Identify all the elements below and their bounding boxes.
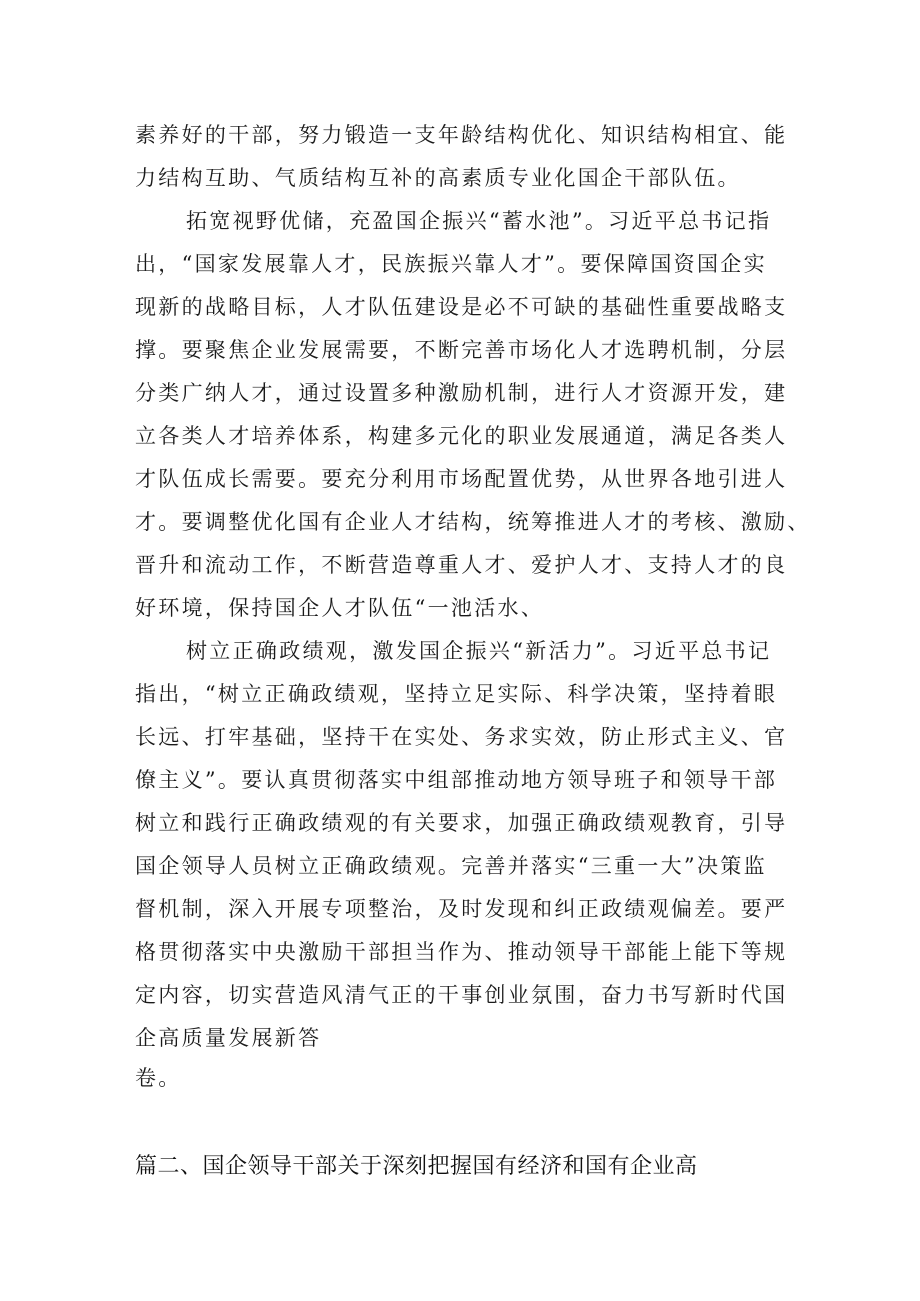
text-line: 僚主义”。要认真贯彻落实中组部推动地方领导班子和领导干部 [135, 768, 778, 792]
text-line: 才队伍成长需要。要充分利用市场配置优势，从世界各地引进人 [135, 467, 788, 491]
text-line: 现新的战略目标，人才队伍建设是必不可缺的基础性重要战略支 [135, 295, 788, 319]
text-line: 长远、打牢基础，坚持干在实处、务求实效，防止形式主义、官 [135, 725, 788, 749]
text-line: 力结构互助、气质结构互补的高素质专业化国企干部队伍。 [135, 166, 741, 190]
text-line: 出，“国家发展靠人才，民族振兴靠人才”。要保障国资国企实 [135, 252, 767, 276]
text-line: 素养好的干部，努力锻造一支年龄结构优化、知识结构相宜、能 [135, 123, 788, 147]
text-line: 国企领导人员树立正确政绩观。完善并落实“三重一大”决策监 [135, 854, 767, 878]
text-line: 树立和践行正确政绩观的有关要求，加强正确政绩观教育，引导 [135, 811, 788, 835]
text-line: 立各类人才培养体系，构建多元化的职业发展通道，满足各类人 [135, 424, 788, 448]
text-line: 分类广纳人才，通过设置多种激励机制，进行人才资源开发，建 [135, 381, 788, 405]
text-line: 企高质量发展新答 [135, 1026, 322, 1050]
text-line: 才。要调整优化国有企业人才结构，统筹推进人才的考核、激励、 [135, 510, 811, 534]
text-line: 定内容，切实营造风清气正的干事创业氛围，奋力书写新时代国 [135, 983, 788, 1007]
text-line: 指出，“树立正确政绩观，坚持立足实际、科学决策，坚持着眼 [135, 682, 778, 706]
text-line: 撑。要聚焦企业发展需要，不断完善市场化人才选聘机制，分层 [135, 338, 788, 362]
text-line: 督机制，深入开展专项整治，及时发现和纠正政绩观偏差。要严 [135, 897, 788, 921]
text-line: 晋升和流动工作，不断营造尊重人才、爱护人才、支持人才的良 [135, 553, 788, 577]
text-line: 好环境，保持国企人才队伍“一池活水、 [135, 596, 545, 620]
text-line: 格贯彻落实中央激励干部担当作为、推动领导干部能上能下等规 [135, 940, 788, 964]
text-line: 卷。 [135, 1066, 182, 1090]
paragraph-first-line: 拓宽视野优储，充盈国企振兴“蓄水池”。习近平总书记指 [186, 209, 772, 233]
paragraph-first-line: 树立正确政绩观，激发国企振兴“新活力”。习近平总书记 [186, 639, 772, 663]
section-heading: 篇二、国企领导干部关于深刻把握国有经济和国有企业高 [135, 1154, 698, 1179]
